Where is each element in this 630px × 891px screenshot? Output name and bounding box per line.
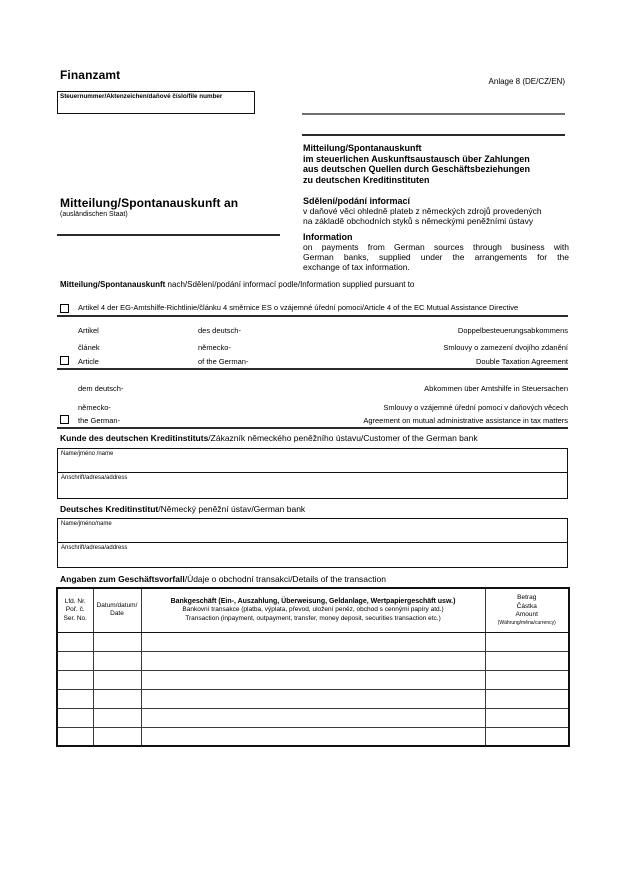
bank-section-heading (60, 504, 305, 514)
notice-german (303, 143, 569, 185)
amount-cell[interactable] (485, 689, 569, 708)
table-row (57, 670, 569, 689)
notice-english (303, 232, 569, 272)
notice-german-line: Mitteilung/Spontanauskunft (303, 143, 422, 153)
table-row (57, 727, 569, 746)
bank-address-field[interactable] (58, 542, 567, 567)
dta-row-right: Doppelbesteuerungsabkommens (457, 326, 568, 335)
notice-english-line: German banks, supplied under the arrangements for the (303, 252, 569, 262)
maa-checkbox[interactable] (60, 415, 69, 424)
recipient-write-in-line[interactable] (57, 234, 280, 236)
serial-cell[interactable] (57, 651, 93, 670)
bank-heading-bold: Deutsches Kreditinstitut (60, 504, 159, 514)
maa-row (78, 384, 568, 394)
notice-german-line: zu deutschen Kreditinstituten (303, 174, 430, 185)
customer-heading-bold: Kunde des deutschen Kreditinstituts (60, 433, 209, 443)
amount-cell[interactable] (485, 727, 569, 746)
notice-german-line: im steuerlichen Auskunftsaustausch über Zahlungen (303, 153, 530, 164)
date-cell[interactable] (93, 689, 141, 708)
anlage-label: Anlage 8 (DE/CZ/EN) (488, 77, 565, 86)
maa-row-left: německo- (78, 403, 111, 412)
customer-address-label: Anschrift/adresa/address (61, 474, 128, 481)
table-row (57, 651, 569, 670)
dta-row (78, 326, 568, 336)
notice-english-line: on payments from German sources through business with (303, 242, 569, 252)
recipient-subheading: (ausländischen Staat) (60, 211, 128, 218)
dta-row-mid: des deutsch- (198, 326, 241, 335)
transaction-cell[interactable] (141, 651, 485, 670)
col-header-serial (57, 588, 93, 632)
maa-row-left: dem deutsch- (78, 384, 124, 393)
dta-row-left: článek (78, 343, 100, 352)
transactions-section-heading (60, 574, 386, 584)
steuernummer-field[interactable] (57, 91, 255, 114)
dta-row-right: Smlouvy o zamezení dvojího zdanění (443, 343, 568, 352)
notice-czech-title: Sdělení/podání informací (303, 196, 411, 206)
table-row (57, 708, 569, 727)
maa-row (78, 416, 568, 426)
notice-czech-line: na základě obchodních styků s německými peněžními ústavy (303, 216, 534, 226)
notice-english-title: Information (303, 232, 353, 242)
recipient-heading: Mitteilung/Spontanauskunft an (60, 196, 239, 210)
dta-checkbox[interactable] (60, 356, 69, 365)
serial-cell[interactable] (57, 689, 93, 708)
dta-row (78, 357, 568, 367)
maa-row-right: Agreement on mutual administrative assistance in tax matters (363, 416, 568, 425)
customer-section-heading (60, 433, 478, 443)
transaction-cell[interactable] (141, 632, 485, 651)
section-rule-1 (57, 315, 568, 317)
directive-checkbox[interactable] (60, 304, 69, 313)
customer-address-field[interactable] (58, 472, 567, 498)
dta-row-right: Double Taxation Agreement (475, 357, 568, 366)
transactions-table (56, 587, 570, 747)
col-date-line: Date (110, 610, 124, 618)
notice-czech-line: v daňové věci ohledně plateb z německých zdrojů provedených (303, 206, 542, 216)
notice-german-line: aus deutschen Quellen durch Geschäftsbeziehungen (303, 164, 531, 174)
amount-cell[interactable] (485, 670, 569, 689)
serial-cell[interactable] (57, 670, 93, 689)
dta-row-mid: německo- (198, 343, 231, 352)
header-rule-2 (302, 134, 565, 136)
amount-cell[interactable] (485, 708, 569, 727)
bank-fieldbox (57, 518, 568, 568)
col-transaction-line: Transaction (inpayment, outpayment, transfer, money deposit, securities transaction etc.) (185, 614, 441, 622)
transaction-cell[interactable] (141, 727, 485, 746)
transactions-heading-rest: /Údaje o obchodní transakci/Details of the transaction (184, 574, 386, 584)
table-row (57, 632, 569, 651)
bank-address-label: Anschrift/adresa/address (61, 544, 128, 551)
steuernummer-label: Steuernummer/Aktenzeichen/daňové číslo/file number (60, 93, 223, 100)
date-cell[interactable] (93, 708, 141, 727)
maa-row-right: Smlouvy o vzájemné úřední pomoci v daňových věcech (383, 403, 568, 412)
col-serial-line: Ser. No. (63, 614, 87, 622)
col-header-transaction (141, 588, 485, 632)
col-serial-line: Lfd. Nr. (64, 597, 86, 605)
serial-cell[interactable] (57, 727, 93, 746)
col-amount-line: Betrag (517, 594, 537, 602)
date-cell[interactable] (93, 651, 141, 670)
finanzamt-heading: Finanzamt (60, 68, 121, 82)
maa-row-left: the German- (78, 416, 121, 425)
section-rule-2 (57, 368, 568, 370)
amount-cell[interactable] (485, 632, 569, 651)
dta-row-mid: of the German- (198, 357, 249, 366)
col-amount-line: Částka (516, 602, 537, 610)
transaction-cell[interactable] (141, 708, 485, 727)
maa-row (78, 403, 568, 413)
serial-cell[interactable] (57, 632, 93, 651)
section-rule-3 (57, 427, 568, 429)
customer-fieldbox (57, 448, 568, 499)
notice-english-line: exchange of tax information. (303, 262, 410, 272)
col-date-line: Datum/datum/ (96, 601, 138, 609)
dta-row-left: Article (78, 357, 99, 366)
transactions-heading-bold: Angaben zum Geschäftsvorfall (60, 574, 185, 584)
pursuant-heading-bold: Mitteilung/Spontanauskunft (60, 280, 166, 289)
notice-czech (303, 196, 569, 226)
bank-heading-rest: /Německý peněžní ústav/German bank (158, 504, 306, 514)
col-transaction-line: Bankgeschäft (Ein-, Auszahlung, Überweisung, Geldanlage, Wertpapiergeschäft usw.) (170, 598, 456, 606)
directive-label: Artikel 4 der EG-Amtshilfe-Richtlinie/článku 4 směrnice ES o vzájemné úřední pomoci/Article 4 of the EC Mutual Assistance Directive (78, 303, 519, 312)
bank-name-label: Name/jméno/name (61, 520, 112, 527)
serial-cell[interactable] (57, 708, 93, 727)
table-row (57, 689, 569, 708)
col-header-amount (485, 588, 569, 632)
pursuant-heading (60, 280, 414, 289)
date-cell[interactable] (93, 632, 141, 651)
bank-name-field[interactable] (58, 519, 567, 542)
pursuant-heading-rest: nach/Sdělení/podání informací podle/Information supplied pursuant to (165, 280, 415, 289)
col-transaction-line: Bankovní transakce (platba, výplata, převod, uložení peněz, obchod s cennými papíry atd.) (182, 606, 444, 614)
transaction-cell[interactable] (141, 689, 485, 708)
date-cell[interactable] (93, 727, 141, 746)
col-header-date (93, 588, 141, 632)
dta-row (78, 343, 568, 353)
transaction-cell[interactable] (141, 670, 485, 689)
customer-heading-rest: /Zákazník německého peněžního ústavu/Customer of the German bank (208, 433, 478, 443)
customer-name-label: Name/jméno /name (61, 450, 114, 457)
amount-cell[interactable] (485, 651, 569, 670)
maa-row-right: Abkommen über Amtshilfe in Steuersachen (424, 384, 568, 393)
dta-row-left: Artikel (78, 326, 99, 335)
col-amount-line: (Währung/měna/currency) (497, 619, 556, 626)
col-amount-line: Amount (515, 611, 538, 619)
customer-name-field[interactable] (58, 449, 567, 472)
header-rule-1 (302, 113, 565, 115)
col-serial-line: Poř. č. (65, 606, 85, 613)
date-cell[interactable] (93, 670, 141, 689)
